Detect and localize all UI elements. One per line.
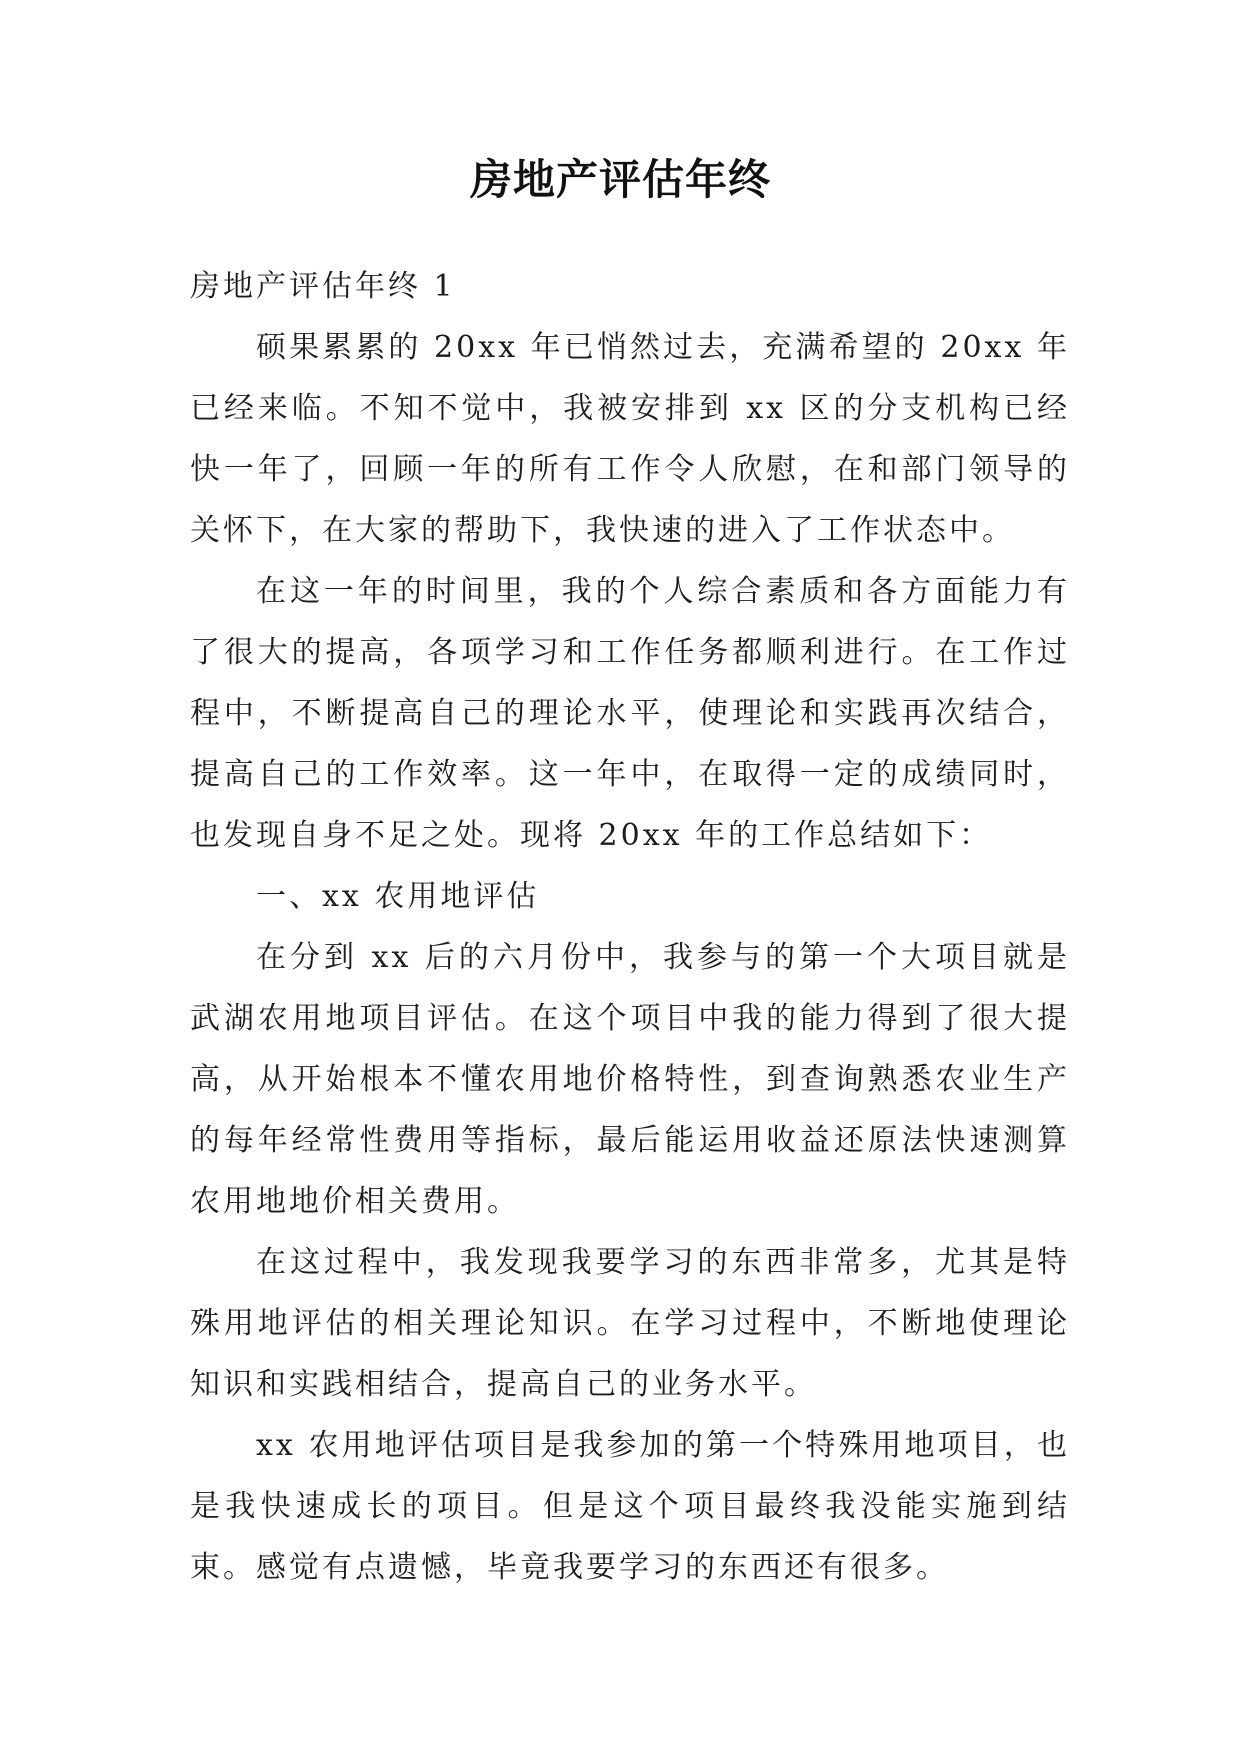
subsection-heading: 一、xx 农用地评估 xyxy=(256,879,540,914)
paragraph-year-summary: 在这一年的时间里，我的个人综合素质和各方面能力有了很大的提高，各项学习和工作任务都顺利进行。在工作过程中，不断提高自己的理论水平，使理论和实践再次结合，提高自己的工作效率。这一年中，在取得一定的成绩同时，也发现自身不足之处。现将 20xx 年的工作总结如下： xyxy=(190,574,1070,853)
paragraph-reflection: xx 农用地评估项目是我参加的第一个特殊用地项目，也是我快速成长的项目。但是这个项目最终我没能实施到结束。感觉有点遗憾，毕竟我要学习的东西还有很多。 xyxy=(190,1428,1070,1585)
document-title: 房地产评估年终 xyxy=(469,155,771,204)
paragraph-project: 在分到 xx 后的六月份中，我参与的第一个大项目就是武湖农用地项目评估。在这个项目中我的能力得到了很大提高，从开始根本不懂农用地价格特性，到查询熟悉农业生产的每年经常性费用等指标，最后能运用收益还原法快速测算农用地地价相关费用。 xyxy=(190,940,1070,1219)
section-heading: 房地产评估年终 1 xyxy=(190,269,456,304)
document-body xyxy=(190,256,1070,1598)
paragraph-intro: 硕果累累的 20xx 年已悄然过去，充满希望的 20xx 年已经来临。不知不觉中，我被安排到 xx 区的分支机构已经快一年了，回顾一年的所有工作令人欣慰，在和部门领导的关怀下，在大家的帮助下，我快速的进入了工作状态中。 xyxy=(190,330,1070,548)
paragraph-learning: 在这过程中，我发现我要学习的东西非常多，尤其是特殊用地评估的相关理论知识。在学习过程中，不断地使理论知识和实践相结合，提高自己的业务水平。 xyxy=(190,1245,1070,1402)
